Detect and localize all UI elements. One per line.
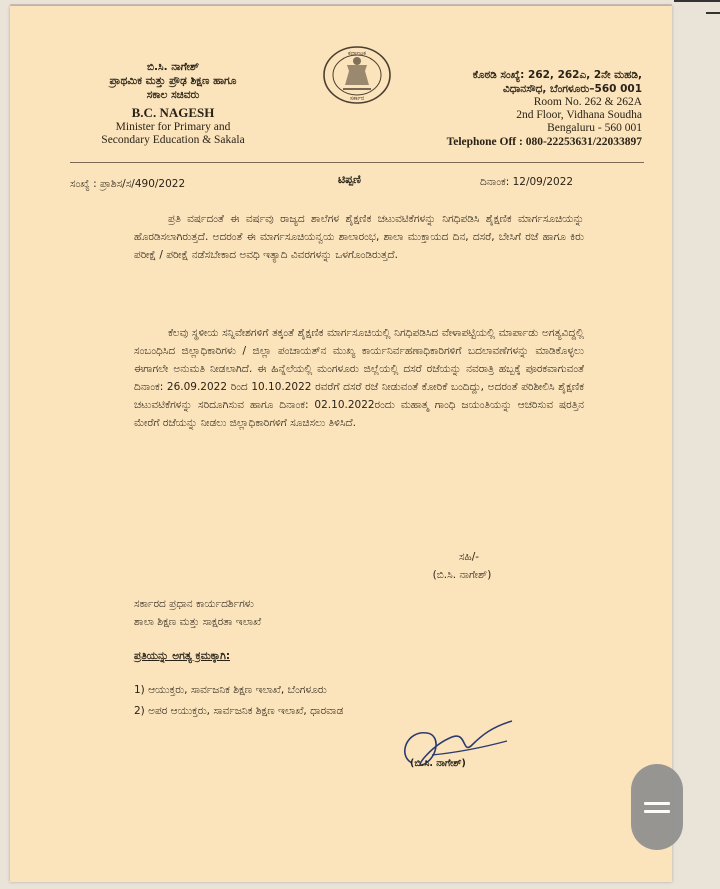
copy-to-list [134, 680, 343, 722]
addressee-line2: ಶಾಲಾ ಶಿಕ್ಷಣ ಮತ್ತು ಸಾಕ್ಷರತಾ ಇಲಾಖೆ [134, 616, 262, 628]
hamburger-icon [644, 797, 670, 818]
body-paragraph-2: ಕೆಲವು ಸ್ಥಳೀಯ ಸನ್ನಿವೇಶಗಳಿಗೆ ತಕ್ಕಂತೆ ಶೈಕ್ಷಣಿಕ ಮಾರ್ಗಸೂಚಿಯಲ್ಲಿ ನಿಗಧಿಪಡಿಸಿದ ವೇಳಾಪಟ್ಟಿಯಲ್ಲಿ ಮಾರ್ಪಾಡು ಅಗತ್ಯವಿದ್ದಲ್ಲಿ ಸಂಬಂಧಿಸಿದ ಜಿಲ್ಲಾಧಿಕಾರಿಗಳು / ಜಿಲ್ಲಾ ಪಂಚಾಯತ್‌ನ ಮುಖ್ಯ ಕಾರ್ಯನಿರ್ವಹಣಾಧಿಕಾರಿಗಳಿಗೆ ಬದಲಾವಣೆಗಳನ್ನು ಮಾಡಿಕೊಳ್ಳಲು ಈಗಾಗಲೇ ಅನುಮತಿ ನೀಡಲಾಗಿದೆ. ಈ ಹಿನ್ನೆಲೆಯಲ್ಲಿ ಮಂಗಳೂರು ಜಿಲ್ಲೆಯಲ್ಲಿ ದಸರೆ ರಜೆಯನ್ನು ನವರಾತ್ರಿ ಹಬ್ಬಕ್ಕೆ ಪೂರಕವಾಗುವಂತೆ ದಿನಾಂಕ: 26.09.2022 ರಿಂದ 10.10.2022 ರವರೆಗೆ ದಸರೆ ರಜೆ ನೀಡುವಂತೆ ಕೋರಿಕೆ ಬಂದಿದ್ದು, ಅದರಂತೆ ಪರಿಶೀಲಿಸಿ ಶೈಕ್ಷಣಿಕ ಚಟುವಟಿಕೆಗಳನ್ನು ಸರಿದೂಗಿಸುವ ಹಾಗೂ ದಿನಾಂಕ: 02.10.2022ರಂದು ಮಹಾತ್ಮ ಗಾಂಧಿ ಜಯಂತಿಯನ್ನು ಆಚರಿಸುವ ಷರತ್ತಿನ ಮೇರೆಗೆ ರಜೆಯನ್ನು ನೀಡಲು ಜಿಲ್ಲಾಧಿಕಾರಿಗಳಿಗೆ ಸೂಚಿಸಲು ತಿಳಿಸಿದೆ. [134, 327, 584, 429]
copy-to-item: 2) ಅಪರ ಆಯುಕ್ತರು, ಸಾರ್ವಜನಿಕ ಶಿಕ್ಷಣ ಇಲಾಖೆ, ಧಾರವಾಡ [134, 705, 344, 717]
copy-to-heading: ಪ್ರತಿಯನ್ನು ಅಗತ್ಯ ಕ್ರಮಕ್ಕಾಗಿ: [134, 650, 231, 662]
signature-block [434, 548, 504, 584]
en-minister-name: B.C. NAGESH [131, 105, 215, 120]
kn-room: ಕೊಠಡಿ ಸಂಖ್ಯೆ: 262, 262ಎ, 2ನೇ ಮಹಡಿ, [472, 69, 642, 81]
signature-caption: (ಬಿ.ಸಿ. ನಾಗೇಶ್) [410, 758, 466, 769]
government-emblem-icon [321, 45, 393, 105]
body-paragraph-1: ಪ್ರತಿ ವರ್ಷದಂತೆ ಈ ವರ್ಷವು ರಾಜ್ಯದ ಶಾಲೆಗಳ ಶೈಕ್ಷಣಿಕ ಚಟುವಟಿಕೆಗಳನ್ನು ನಿಗಧಿಪಡಿಸಿ ಶೈಕ್ಷಣಿಕ ಮಾರ್ಗಸೂಚಿಯನ್ನು ಹೊರಡಿಸಲಾಗಿರುತ್ತದೆ. ಅದರಂತೆ ಈ ಮಾರ್ಗಸೂಚಿಯನ್ವಯ ಶಾಲಾರಂಭ, ಶಾಲಾ ಮುಕ್ತಾಯದ ದಿನ, ದಸರೆ, ಬೇಸಿಗೆ ರಜೆ ಹಾಗೂ ಕಿರು ಪರೀಕ್ಷೆ / ಪರೀಕ್ಷೆ ನಡೆಸಬೇಕಾದ ಅವಧಿ ಇತ್ಯಾದಿ ವಿವರಗಳನ್ನು ಒಳಗೊಂಡಿರುತ್ತದೆ. [134, 213, 584, 261]
header-divider [70, 162, 644, 163]
corner-mark [674, 0, 720, 2]
letterhead-right [400, 68, 642, 149]
kn-role-line2: ಸಕಾಲ ಸಚಿವರು [146, 89, 200, 101]
kn-address: ವಿಧಾನಸೌಧ, ಬೆಂಗಳೂರು–560 001 [503, 83, 642, 95]
en-floor: 2nd Floor, Vidhana Soudha [516, 109, 642, 121]
copy-to-item: 1) ಆಯುಕ್ತರು, ಸಾರ್ವಜನಿಕ ಶಿಕ್ಷಣ ಇಲಾಖೆ, ಬೆಂಗಳೂರು [134, 684, 327, 696]
floating-menu-button[interactable] [631, 764, 683, 850]
en-city: Bengaluru - 560 001 [547, 122, 642, 134]
signed-mark: ಸಹಿ/- [458, 551, 480, 563]
emblem-top-text: ಕರ್ನಾಟಕ [348, 50, 366, 57]
kn-role-line1: ಪ್ರಾಥಮಿಕ ಮತ್ತು ಪ್ರೌಢ ಶಿಕ್ಷಣ ಹಾಗೂ [109, 75, 237, 87]
corner-mark-small [706, 12, 720, 14]
document-title: ಟಿಪ್ಪಣಿ [338, 173, 361, 186]
telephone: Telephone Off : 080-22253631/22033897 [446, 136, 642, 148]
emblem-bottom-text: ಸರ್ಕಾರ [349, 95, 365, 102]
addressee [134, 595, 261, 631]
kn-minister-name: ಬಿ.ಸಿ. ನಾಗೇಶ್ [146, 61, 200, 73]
reference-number: ಸಂಖ್ಯೆ : ಪ್ರಾಶಿಸ/ಸ/490/2022 [70, 178, 186, 190]
document-date: ದಿನಾಂಕ: 12/09/2022 [480, 176, 574, 188]
en-role-line2: Secondary Education & Sakala [101, 134, 245, 146]
letterhead-left [78, 60, 268, 147]
en-room: Room No. 262 & 262A [533, 96, 642, 108]
addressee-line1: ಸರ್ಕಾರದ ಪ್ರಧಾನ ಕಾರ್ಯದರ್ಶಿಗಳು [134, 598, 254, 610]
signatory-name: (ಬಿ.ಸಿ. ನಾಗೇಶ್) [432, 569, 492, 581]
en-role-line1: Minister for Primary and [115, 121, 231, 133]
